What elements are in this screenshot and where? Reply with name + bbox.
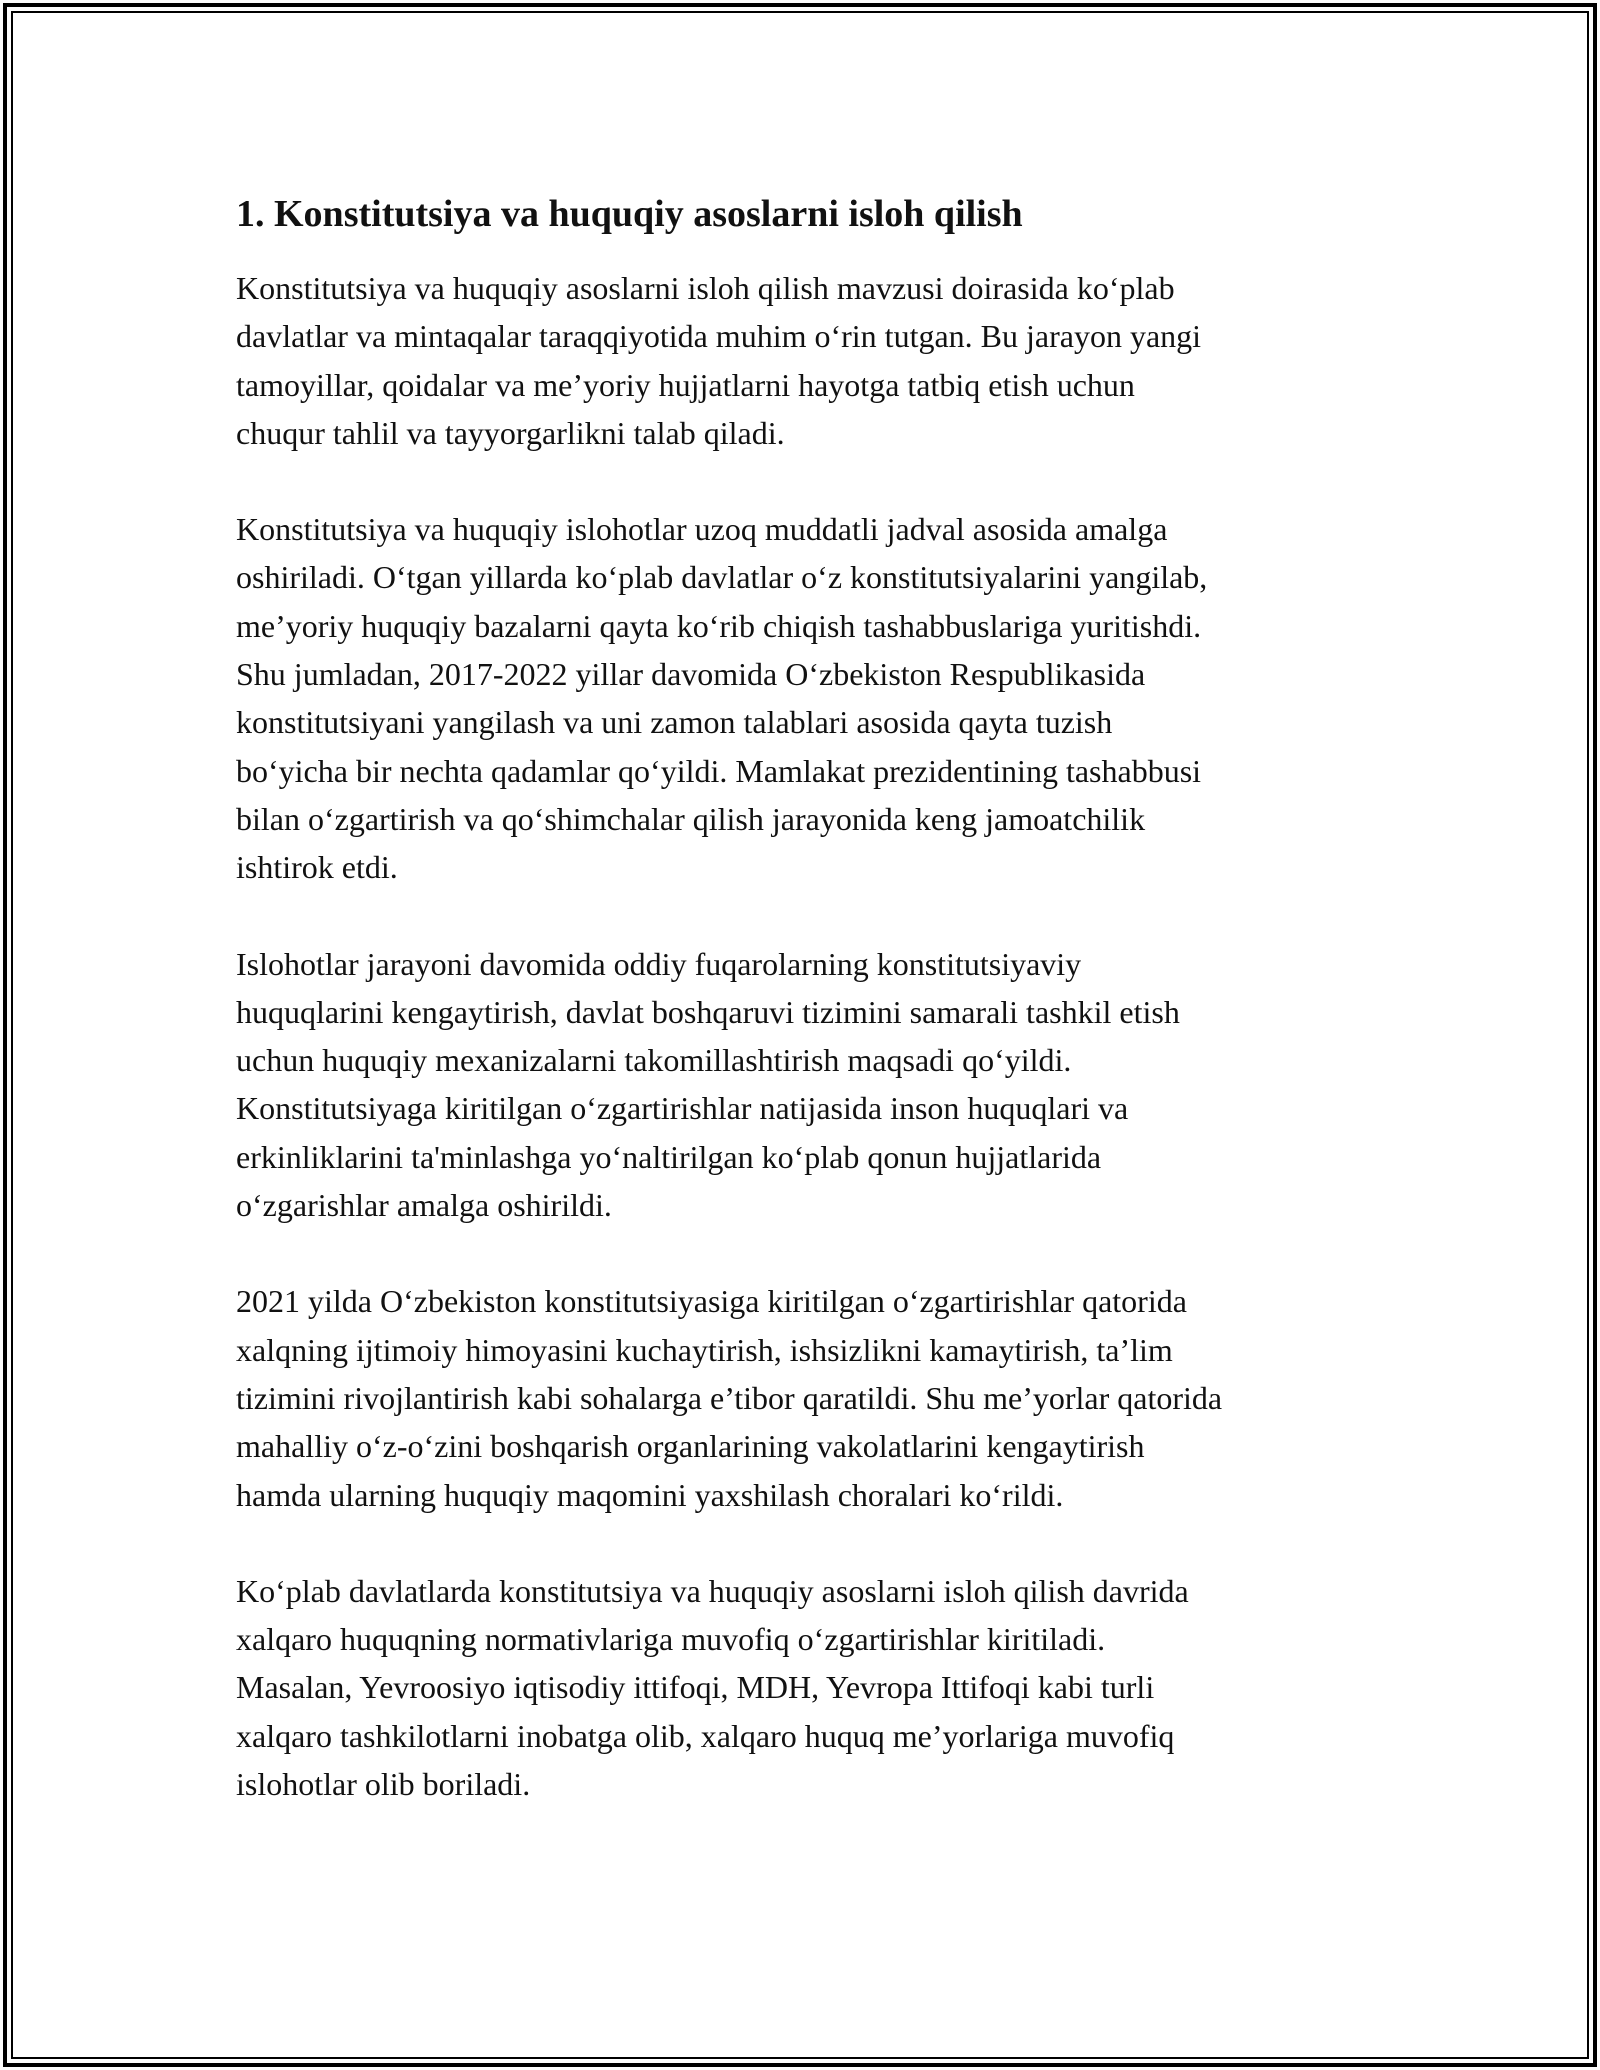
paragraph-2 <box>236 505 1376 891</box>
text-line: Konstitutsiya va huquqiy asoslarni isloh qilish mavzusi doirasida ko‘plab <box>236 270 1175 306</box>
text-line: xalqaro huquqning normativlariga muvofiq o‘zgartirishlar kiritiladi. <box>236 1621 1106 1658</box>
document-body <box>236 190 1376 1856</box>
text-line: islohotlar olib boriladi. <box>236 1766 531 1803</box>
text-line: tizimini rivojlantirish kabi sohalarga e’tibor qaratildi. Shu me’yorlar qatorida <box>236 1379 1223 1416</box>
text-line: hamda ularning huquqiy maqomini yaxshilash choralari ko‘rildi. <box>236 1476 1064 1513</box>
text-line: xalqning ijtimoiy himoyasini kuchaytirish, ishsizlikni kamaytirish, ta’lim <box>236 1331 1173 1368</box>
text-line: davlatlar va mintaqalar taraqqiyotida muhim o‘rin tutgan. Bu jarayon yangi <box>236 318 1202 355</box>
text-line: Konstitutsiyaga kiritilgan o‘zgartirishlar natijasida inson huquqlari va <box>236 1090 1129 1127</box>
section-title: 1. Konstitutsiya va huquqiy asoslarni isloh qilish <box>236 193 1023 235</box>
text-line: Shu jumladan, 2017-2022 yillar davomida O‘zbekiston Respublikasida <box>236 656 1146 693</box>
text-line: konstitutsiyani yangilash va uni zamon talablari asosida qayta tuzish <box>236 704 1113 741</box>
text-line: oshiriladi. O‘tgan yillarda ko‘plab davlatlar o‘z konstitutsiyalarini yangilab, <box>236 559 1208 596</box>
paragraph-4 <box>236 1277 1376 1518</box>
text-line: 2021 yilda O‘zbekiston konstitutsiyasiga kiritilgan o‘zgartirishlar qatorida <box>236 1283 1187 1320</box>
text-line: erkinliklarini ta'minlashga yo‘naltirilgan ko‘plab qonun hujjatlarida <box>236 1138 1102 1175</box>
paragraph-1 <box>236 264 1376 457</box>
text-line: Islohotlar jarayoni davomida oddiy fuqarolarning konstitutsiyaviy <box>236 945 1082 982</box>
text-line: mahalliy o‘z-o‘zini boshqarish organlarining vakolatlarini kengaytirish <box>236 1428 1145 1465</box>
paragraph-3 <box>236 940 1376 1230</box>
text-line: ishtirok etdi. <box>236 849 398 886</box>
text-line: chuqur tahlil va tayyorgarlikni talab qiladi. <box>236 414 785 451</box>
text-line: me’yoriy huquqiy bazalarni qayta ko‘rib chiqish tashabbuslariga yuritishdi. <box>236 607 1202 644</box>
text-line: o‘zgarishlar amalga oshirildi. <box>236 1187 612 1224</box>
paragraph-5 <box>236 1567 1376 1808</box>
text-line: xalqaro tashkilotlarni inobatga olib, xalqaro huquq me’yorlariga muvofiq <box>236 1717 1175 1754</box>
text-line: bilan o‘zgartirish va qo‘shimchalar qilish jarayonida keng jamoatchilik <box>236 800 1146 837</box>
text-line: Masalan, Yevroosiyo iqtisodiy ittifoqi, MDH, Yevropa Ittifoqi kabi turli <box>236 1669 1155 1706</box>
text-line: huquqlarini kengaytirish, davlat boshqaruvi tizimini samarali tashkil etish <box>236 993 1180 1030</box>
text-line: Konstitutsiya va huquqiy islohotlar uzoq muddatli jadval asosida amalga <box>236 511 1168 548</box>
text-line: Ko‘plab davlatlarda konstitutsiya va huquqiy asoslarni isloh qilish davrida <box>236 1572 1189 1609</box>
text-line: tamoyillar, qoidalar va me’yoriy hujjatlarni hayotga tatbiq etish uchun <box>236 366 1135 403</box>
text-line: bo‘yicha bir nechta qadamlar qo‘yildi. Mamlakat prezidentining tashabbusi <box>236 752 1202 789</box>
text-line: uchun huquqiy mexanizalarni takomillashtirish maqsadi qo‘yildi. <box>236 1042 1072 1079</box>
